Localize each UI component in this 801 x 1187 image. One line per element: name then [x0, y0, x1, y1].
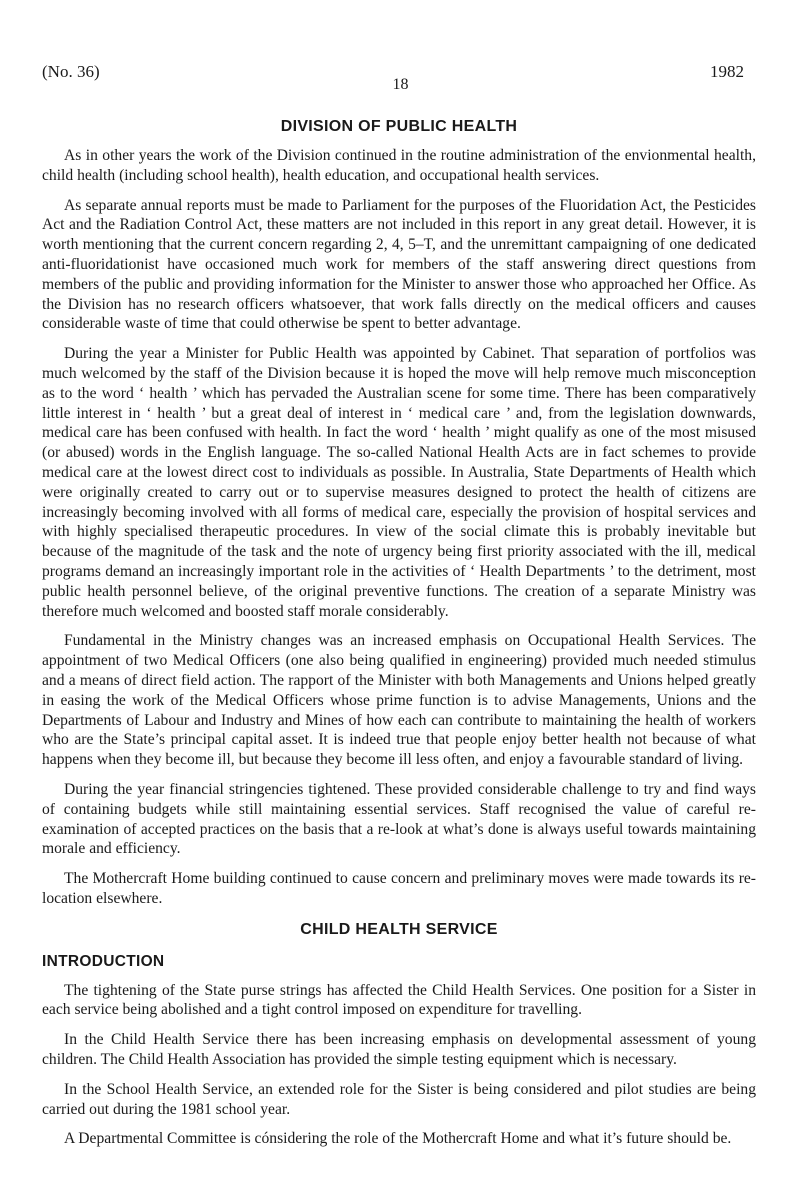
page-body	[42, 118, 756, 1159]
publication-year: 1982	[710, 62, 744, 81]
page-number: 18	[392, 76, 409, 93]
division-paragraph: The Mothercraft Home building continued to cause concern and preliminary moves were made towards its re-location elsewhere.	[42, 870, 756, 907]
division-paragraph: As separate annual reports must be made to Parliament for the purposes of the Fluoridation Act, the Pesticides Act and the Radiation Control Act, these matters are not included in this report in any great detail. However, it is worth mentioning that the current concern regarding 2, 4, 5–T, and the unremittant campaigning of one dedicated anti-fluoridationist have occasioned much work for members of the staff answering direct questions from members of the public and providing information for the Minister to answer those who approached her Office. As the Division has no research officers whatsoever, that work falls directly on the medical officers and causes considerable waste of time that could otherwise be spent to better advantage.	[42, 196, 756, 333]
child-health-paragraph: In the School Health Service, an extended role for the Sister is being considered and pilot studies are being carried out during the 1981 school year.	[42, 1080, 756, 1118]
division-paragraph: During the year a Minister for Public Health was appointed by Cabinet. That separation of portfolios was much welcomed by the staff of the Division because it is hoped the move will help remove much misconception as to the word ‘ health ’ which has pervaded the Australian scene for some time. There has been comparatively little interest in ‘ health ’ but a great deal of interest in ‘ medical care ’ and, from the legislation downwards, medical care has been confused with health. In fact the word ‘ health ’ might qualify as one of the most misused (or abused) words in the English language. The so-called National Health Acts are in fact schemes to provide medical care at the lowest direct cost to individuals as possible. In Australia, State Departments of Health which were originally created to carry out or to supervise measures designed to protect the health of citizens are increasingly becoming involved with all forms of medical care, especially the provision of hospital services and with highly specialised therapeutic procedures. In view of the social climate this is probably inevitable but because of the magnitude of the task and the note of urgency being first priority associated with the ill, medical programs demand an increasingly important role in the activities of ‘ Health Departments ’ to the detriment, most public health personnel believe, of the original preventive functions. The creation of a separate Ministry was therefore much welcomed and boosted staff morale considerably.	[42, 345, 756, 620]
publication-number: (No. 36)	[42, 62, 100, 81]
division-paragraph: During the year financial stringencies tightened. These provided considerable challenge to try and find ways of containing budgets while still maintaining essential services. Staff recognised the value of careful re-examination of accepted practices on the basis that a re-look at what’s done is always useful towards maintaining morale and efficiency.	[42, 780, 756, 858]
division-paragraph: Fundamental in the Ministry changes was an increased emphasis on Occupational Health Services. The appointment of two Medical Officers (one also being qualified in engineering) provided much needed stimulus and a means of direct field action. The rapport of the Minister with both Managements and Unions helped greatly in easing the work of the Medical Officers whose prime function is to advise Managements, Unions and the Departments of Labour and Industry and Mines of how each can contribute to maintaining the health of workers who are the State’s principal capital asset. It is indeed true that people enjoy better health not because of what happens when they become ill, but because they become ill less often, and enjoy a favourable standard of living.	[42, 632, 756, 769]
introduction-heading: INTRODUCTION	[42, 952, 165, 970]
division-paragraph: As in other years the work of the Division continued in the routine administration of the envionmental health, child health (including school health), health education, and occupational health services.	[42, 147, 756, 184]
child-health-paragraph: A Departmental Committee is cónsidering the role of the Mothercraft Home and what it’s future should be.	[64, 1130, 732, 1148]
child-health-title: CHILD HEALTH SERVICE	[300, 920, 498, 938]
division-title: DIVISION OF PUBLIC HEALTH	[280, 118, 518, 135]
child-health-paragraph: In the Child Health Service there has been increasing emphasis on developmental assessment of young children. The Child Health Association has provided the simple testing equipment which is necessary.	[42, 1031, 756, 1069]
child-health-paragraph: The tightening of the State purse strings has affected the Child Health Services. One position for a Sister in each service being abolished and a tight control imposed on expenditure for travelling.	[42, 981, 756, 1019]
